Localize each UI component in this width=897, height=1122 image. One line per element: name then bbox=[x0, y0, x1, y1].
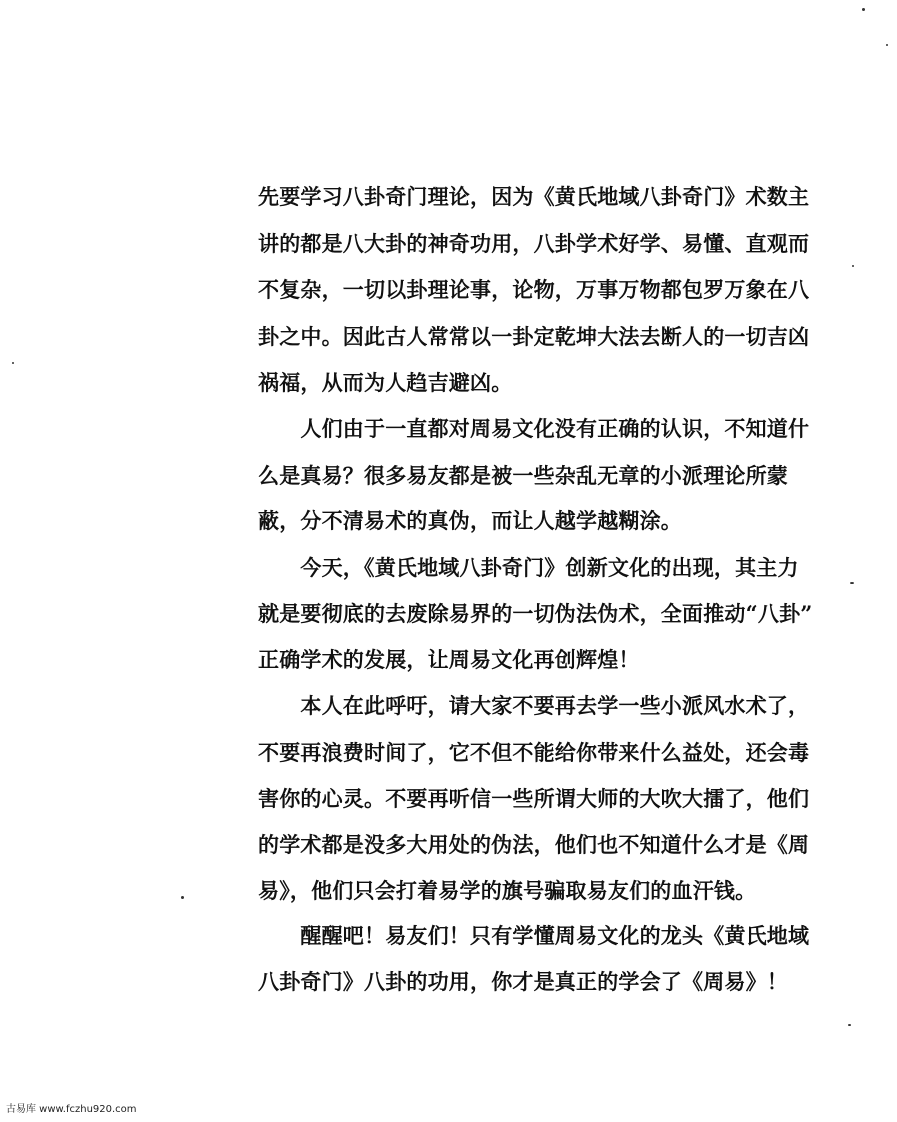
text-line: 就是要彻底的去废除易界的一切伪法伪术，全面推动“八卦” bbox=[258, 601, 813, 626]
scan-speck bbox=[850, 582, 854, 584]
scan-speck bbox=[848, 1024, 851, 1026]
scan-speck bbox=[862, 8, 865, 11]
text-line: 么是真易？很多易友都是被一些杂乱无章的小派理论所蒙 bbox=[258, 463, 788, 488]
text-line: 醒醒吧！易友们！只有学懂周易文化的龙头《黄氏地域 bbox=[258, 923, 810, 948]
text-line: 讲的都是八大卦的神奇功用，八卦学术好学、易懂、直观而 bbox=[258, 231, 810, 256]
text-line: 易》，他们只会打着易学的旗号骗取易友们的血汗钱。 bbox=[258, 878, 757, 903]
text-line: 祸福，从而为人趋吉避凶。 bbox=[258, 370, 513, 395]
text-line: 不要再浪费时间了，它不但不能给你带来什么益处，还会毒 bbox=[258, 740, 810, 765]
text-line: 八卦奇门》八卦的功用，你才是真正的学会了《周易》！ bbox=[258, 969, 788, 994]
text-line: 今天，《黄氏地域八卦奇门》创新文化的出现，其主力 bbox=[258, 555, 799, 580]
text-line: 的学术都是没多大用处的伪法，他们也不知道什么才是《周 bbox=[258, 832, 810, 857]
scan-speck bbox=[886, 44, 888, 46]
text-line: 卦之中。因此古人常常以一卦定乾坤大法去断人的一切吉凶 bbox=[258, 324, 810, 349]
scan-speck bbox=[181, 896, 184, 899]
text-line: 蔽，分不清易术的真伪，而让人越学越糊涂。 bbox=[258, 508, 682, 533]
scan-speck bbox=[852, 265, 854, 267]
text-line: 本人在此呼吁，请大家不要再去学一些小派风水术了， bbox=[258, 693, 810, 718]
text-line: 不复杂，一切以卦理论事，论物，万事万物都包罗万象在八 bbox=[258, 277, 810, 302]
text-line: 正确学术的发展，让周易文化再创辉煌！ bbox=[258, 647, 640, 672]
text-line: 害你的心灵。不要再听信一些所谓大师的大吹大擂了，他们 bbox=[258, 786, 810, 811]
text-line: 人们由于一直都对周易文化没有正确的认识，不知道什 bbox=[258, 416, 810, 441]
scan-speck bbox=[12, 362, 14, 364]
site-watermark: 古易库 www.fczhu920.com bbox=[6, 1104, 137, 1115]
text-line: 先要学习八卦奇门理论，因为《黄氏地域八卦奇门》术数主 bbox=[258, 184, 810, 209]
